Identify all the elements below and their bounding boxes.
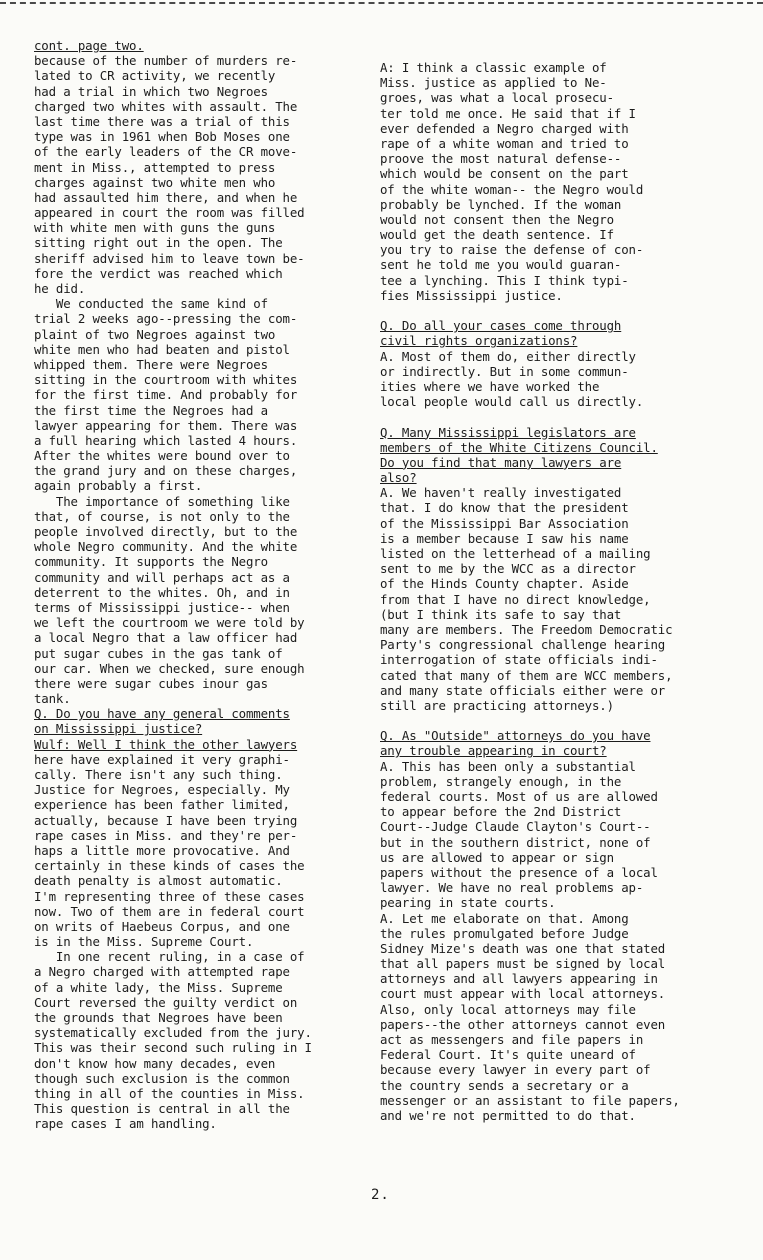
left-column-line: deterrent to the whites. Oh, and in [34, 584, 290, 600]
left-column-line: white men who had beaten and pistol [34, 341, 290, 357]
right-column-line: any trouble appearing in court? [380, 743, 607, 759]
right-column-line: ter told me once. He said that if I [380, 105, 636, 121]
right-column-line [380, 713, 752, 728]
right-column-line: probably be lynched. If the woman [380, 196, 622, 212]
right-column-line: A. Most of them do, either directly [380, 348, 636, 364]
right-column-line: sent he told me you would guaran- [380, 257, 622, 273]
left-column-line: community. It supports the Negro [34, 554, 268, 570]
right-column-line: still are practicing attorneys.) [380, 697, 614, 713]
right-column-line: tee a lynching. This I think typi- [380, 272, 629, 288]
right-column-line: Also, only local attorneys may file [380, 1001, 636, 1017]
right-column-line: Party's congressional challenge hearing [380, 637, 666, 653]
left-column-line: haps a little more provocative. And [34, 842, 290, 858]
right-column-line: A. This has been only a substantial [380, 758, 636, 774]
left-column-line: ment in Miss., attempted to press [34, 159, 276, 175]
right-column-line: Federal Court. It's quite uneard of [380, 1047, 636, 1063]
left-column-line: lawyer appearing for them. There was [34, 417, 298, 433]
left-column-line: on Mississippi justice? [34, 721, 203, 737]
left-column-line: had a trial in which two Negroes [34, 83, 268, 99]
left-column-line: put sugar cubes in the gas tank of [34, 645, 283, 661]
right-column-line: problem, strangely enough, in the [380, 773, 622, 789]
left-column-line: Court reversed the guilty verdict on [34, 994, 298, 1010]
left-column-line: fore the verdict was reached which [34, 265, 283, 281]
left-column-line: sitting right out in the open. The [34, 235, 283, 251]
left-column-line: terms of Mississippi justice-- when [34, 599, 290, 615]
right-column-line: which would be consent on the part [380, 166, 629, 182]
left-column-line: systematically excluded from the jury. [34, 1025, 312, 1041]
right-column-line: members of the White Citizens Council. [380, 439, 658, 455]
right-column-line: federal courts. Most of us are allowed [380, 789, 658, 804]
right-column-line: groes, was what a local prosecu- [380, 90, 614, 106]
right-column-line [380, 303, 752, 318]
right-column-line: of the white woman-- the Negro would [380, 181, 644, 197]
right-column-line: is a member because I saw his name [380, 530, 629, 546]
left-column-line: trial 2 weeks ago--pressing the com- [34, 311, 298, 327]
left-column-line: appeared in court the room was filled [34, 205, 305, 221]
left-column-line: thing in all of the counties in Miss. [34, 1085, 305, 1101]
right-column-line: us are allowed to appear or sign [380, 849, 614, 865]
right-column-line: A: I think a classic example of [380, 60, 607, 75]
left-column-line: rape cases I am handling. [34, 1116, 217, 1132]
right-column-line: the rules promulgated before Judge [380, 925, 629, 941]
right-column [380, 60, 752, 1123]
left-column-line: for the first time. And probably for [34, 387, 298, 403]
right-column-line: ities where we have worked the [380, 378, 600, 394]
left-column-line: a local Negro that a law officer had [34, 630, 298, 646]
right-column-line: pearing in state courts. [380, 895, 556, 911]
right-column-line: also? [380, 470, 417, 486]
left-column-line: the first time the Negroes had a [34, 402, 268, 418]
right-column-line: of the Hinds County chapter. Aside [380, 576, 629, 592]
left-column-line: a full hearing which lasted 4 hours. [34, 432, 298, 448]
right-column-line: that all papers must be signed by local [380, 956, 666, 972]
right-column-line: Q. Do all your cases come through [380, 318, 622, 334]
left-column-line: The importance of something like [34, 493, 290, 509]
right-column-line: (but I think its safe to say that [380, 606, 622, 622]
left-column-line: though such exclusion is the common [34, 1070, 290, 1086]
right-column-line: and many state officials either were or [380, 682, 666, 698]
right-column-line: rape of a white woman and tried to [380, 135, 629, 151]
right-column-line: proove the most natural defense-- [380, 151, 622, 167]
right-column-line: A. We haven't really investigated [380, 485, 622, 501]
left-column-line: don't know how many decades, even [34, 1055, 276, 1071]
right-column-line: would not consent then the Negro [380, 211, 614, 227]
right-column-line: from that I have no direct knowledge, [380, 591, 651, 607]
left-column-line: certainly in these kinds of cases the [34, 858, 305, 874]
right-column-line: interrogation of state officials indi- [380, 652, 658, 668]
left-column-line: In one recent ruling, in a case of [34, 949, 305, 965]
right-column-line: Q. As "Outside" attorneys do you have [380, 728, 651, 744]
right-column-line: Miss. justice as applied to Ne- [380, 75, 607, 91]
right-column-line: attorneys and all lawyers appearing in [380, 971, 658, 987]
left-column-line: cally. There isn't any such thing. [34, 767, 283, 782]
right-column-line: of the Mississippi Bar Association [380, 515, 629, 531]
right-column-line: lawyer. We have no real problems ap- [380, 880, 644, 896]
left-column-line: After the whites were bound over to [34, 448, 290, 464]
right-column-line: A. Let me elaborate on that. Among [380, 910, 629, 926]
right-column-line: Do you find that many lawyers are [380, 454, 622, 470]
left-column-line: because of the number of murders re- [34, 53, 298, 69]
left-column-line: tank. [34, 691, 71, 707]
left-column-line: Q. Do you have any general comments [34, 706, 290, 722]
right-column-line: or indirectly. But in some commun- [380, 363, 629, 379]
left-column-line: there were sugar cubes inour gas [34, 675, 268, 691]
left-column-line: last time there was a trial of this [34, 113, 290, 129]
left-column-line: lated to CR activity, we recently [34, 68, 276, 84]
right-column-line: that. I do know that the president [380, 500, 629, 516]
right-column-line: but in the southern district, none of [380, 834, 651, 850]
left-column-line: that, of course, is not only to the [34, 508, 290, 524]
right-column-line: fies Mississippi justice. [380, 287, 563, 303]
right-column-line: to appear before the 2nd District [380, 804, 622, 820]
left-column-line: here have explained it very graphi- [34, 751, 290, 767]
right-column-line: Court--Judge Claude Clayton's Court-- [380, 819, 651, 835]
left-column-line: he did. [34, 281, 86, 296]
left-column-line: Justice for Negroes, especially. My [34, 782, 290, 798]
left-column-line: now. Two of them are in federal court [34, 903, 305, 919]
left-column-line: had assaulted him there, and when he [34, 189, 298, 205]
right-column-line: local people would call us directly. [380, 394, 644, 410]
left-column [34, 38, 366, 1132]
left-column-line: This question is central in all the [34, 1101, 290, 1117]
left-column-line: experience has been father limited, [34, 797, 290, 813]
left-column-line: plaint of two Negroes against two [34, 326, 276, 342]
left-column-line: actually, because I have been trying [34, 812, 298, 828]
left-column-line: We conducted the same kind of [34, 296, 268, 312]
right-column-line: Sidney Mize's death was one that stated [380, 940, 666, 956]
right-column-line: court must appear with local attorneys. [380, 986, 666, 1002]
left-column-line: cont. page two. [34, 38, 144, 53]
left-column-line: community and will perhaps act as a [34, 569, 290, 585]
right-column-line: papers without the presence of a local [380, 864, 658, 880]
left-column-line: Wulf: Well I think the other lawyers [34, 736, 298, 752]
right-column-line [380, 409, 752, 424]
right-column-line: civil rights organizations? [380, 333, 578, 349]
right-column-line: sent to me by the WCC as a director [380, 561, 636, 577]
right-column-line: the country sends a secretary or a [380, 1077, 629, 1093]
left-column-line: This was their second such ruling in I [34, 1040, 312, 1056]
left-column-line: of the early leaders of the CR move- [34, 144, 298, 160]
page-top-edge [0, 2, 763, 7]
left-column-line: charges against two white men who [34, 174, 276, 190]
page-number: 2. [371, 1187, 390, 1203]
right-column-line: act as messengers and file papers in [380, 1032, 644, 1047]
left-column-line: of a white lady, the Miss. Supreme [34, 979, 283, 995]
left-column-line: our car. When we checked, sure enough [34, 660, 305, 676]
right-column-line: cated that many of them are WCC members, [380, 667, 673, 683]
left-column-line: again probably a first. [34, 478, 203, 494]
left-column-line: with white men with guns the guns [34, 220, 276, 236]
left-column-line: rape cases in Miss. and they're per- [34, 827, 298, 843]
left-column-line: death penalty is almost automatic. [34, 873, 283, 889]
right-column-line: papers--the other attorneys cannot even [380, 1016, 666, 1032]
left-column-line: I'm representing three of these cases [34, 888, 305, 904]
left-column-line: sitting in the courtroom with whites [34, 372, 298, 388]
right-column-line: you try to raise the defense of con- [380, 242, 644, 258]
right-column-line: many are members. The Freedom Democratic [380, 621, 673, 637]
left-column-line: a Negro charged with attempted rape [34, 964, 290, 980]
right-column-line: Q. Many Mississippi legislators are [380, 424, 636, 440]
left-column-line: charged two whites with assault. The [34, 98, 298, 114]
right-column-line: would get the death sentence. If [380, 227, 614, 243]
left-column-line: whole Negro community. And the white [34, 539, 298, 555]
right-column-line: because every lawyer in every part of [380, 1062, 651, 1078]
left-column-line: on writs of Haebeus Corpus, and one [34, 918, 290, 934]
left-column-line: the grounds that Negroes have been [34, 1010, 283, 1025]
right-column-line: ever defended a Negro charged with [380, 120, 629, 136]
right-column-line: messenger or an assistant to file papers, [380, 1092, 680, 1108]
left-column-line: we left the courtroom we were told by [34, 615, 305, 631]
left-column-line: is in the Miss. Supreme Court. [34, 934, 254, 950]
left-column-line: whipped them. There were Negroes [34, 356, 268, 372]
right-column-line: and we're not permitted to do that. [380, 1107, 636, 1123]
left-column-line: sheriff advised him to leave town be- [34, 250, 305, 266]
left-column-line: people involved directly, but to the [34, 524, 298, 539]
left-column-line: the grand jury and on these charges, [34, 463, 298, 479]
right-column-line: listed on the letterhead of a mailing [380, 546, 651, 561]
left-column-line: type was in 1961 when Bob Moses one [34, 129, 290, 145]
